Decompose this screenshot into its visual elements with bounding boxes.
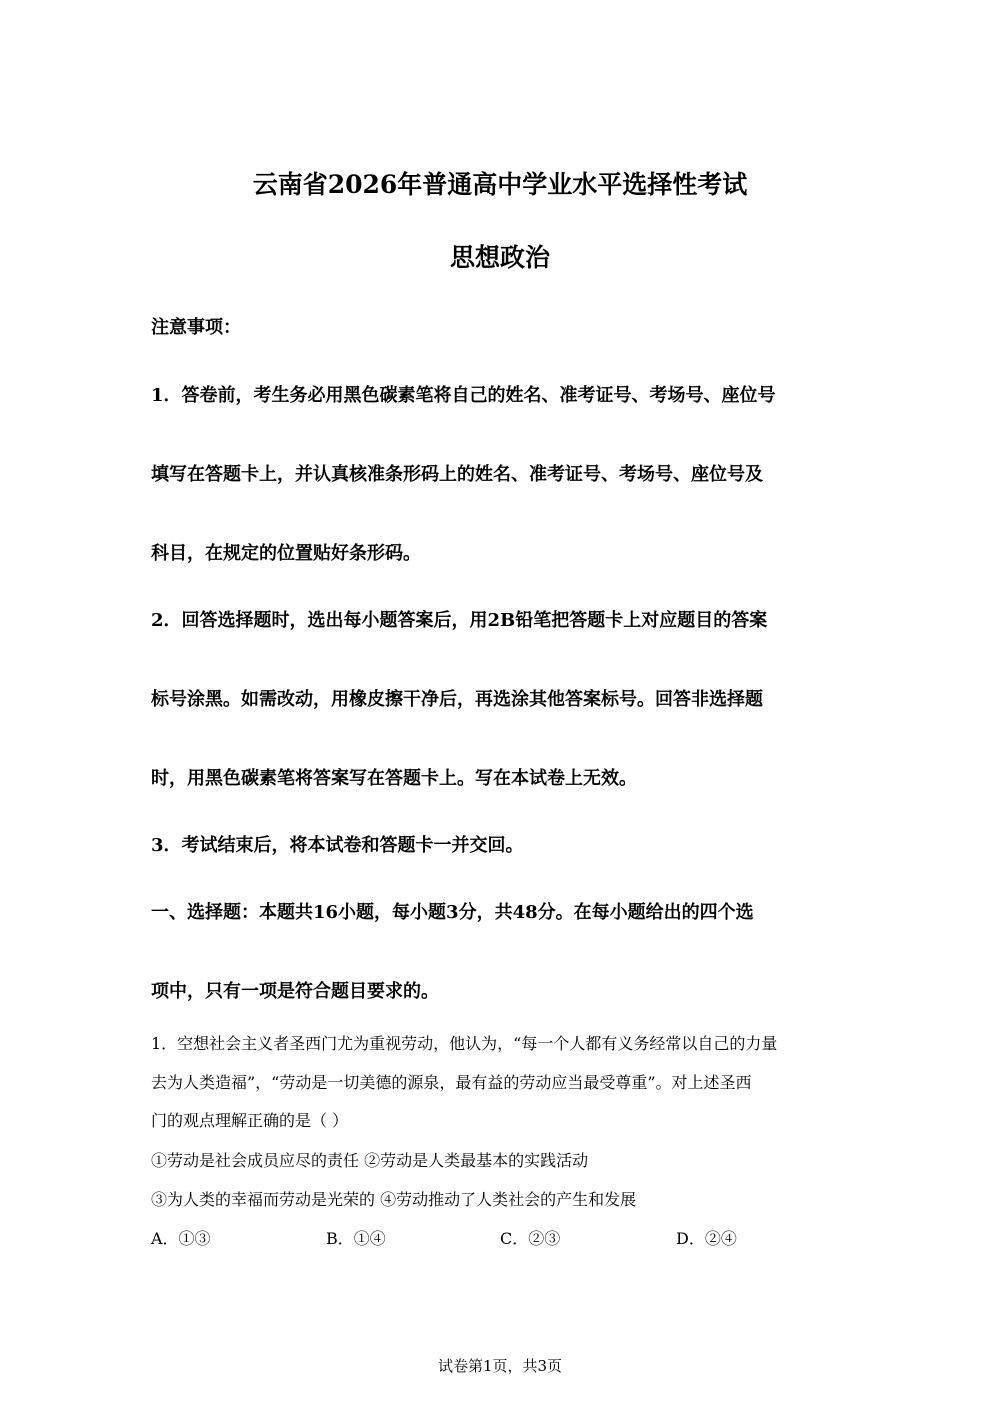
instruction-line: 标号涂黑。如需改动，用橡皮擦干净后，再选涂其他答案标号。回答非选择题 <box>151 689 763 710</box>
answer-option-c: C．②③ <box>500 1229 561 1248</box>
answer-option-b: B．①④ <box>326 1229 386 1248</box>
section-heading: 一、选择题：本题共16小题，每小题3分，共48分。在每小题给出的四个选 <box>151 902 754 923</box>
question-statement: ①劳动是社会成员应尽的责任 ②劳动是人类最基本的实践活动 <box>151 1151 589 1170</box>
instructions-heading: 注意事项： <box>151 317 241 338</box>
instruction-line: 1．答卷前，考生务必用黑色碳素笔将自己的姓名、准考证号、考场号、座位号 <box>151 385 776 406</box>
instruction-line: 科目，在规定的位置贴好条形码。 <box>151 543 421 564</box>
question-stem-line: 1．空想社会主义者圣西门尤为重视劳动，他认为，“每一个人都有义务经常以自己的力量 <box>151 1034 778 1053</box>
section-heading: 项中，只有一项是符合题目要求的。 <box>151 981 439 1002</box>
question-statement: ③为人类的幸福而劳动是光荣的 ④劳动推动了人类社会的产生和发展 <box>151 1190 637 1209</box>
answer-option-a: A．①③ <box>151 1229 211 1248</box>
question-stem-line: 去为人类造福”，“劳动是一切美德的源泉，最有益的劳动应当最受尊重”。对上述圣西 <box>151 1073 752 1092</box>
question-stem-line: 门的观点理解正确的是（ ） <box>151 1111 349 1130</box>
instruction-line: 3．考试结束后，将本试卷和答题卡一并交回。 <box>151 835 524 856</box>
instruction-line: 时，用黑色碳素笔将答案写在答题卡上。写在本试卷上无效。 <box>151 768 637 789</box>
instruction-line: 2．回答选择题时，选出每小题答案后，用2B铅笔把答题卡上对应题目的答案 <box>151 610 768 631</box>
exam-title: 云南省2026年普通高中学业水平选择性考试 <box>252 170 748 199</box>
exam-subject: 思想政治 <box>449 243 550 272</box>
instruction-line: 填写在答题卡上，并认真核准条形码上的姓名、准考证号、考场号、座位号及 <box>151 464 763 485</box>
page-number: 试卷第1页，共3页 <box>437 1357 563 1375</box>
answer-option-d: D．②④ <box>676 1229 737 1248</box>
